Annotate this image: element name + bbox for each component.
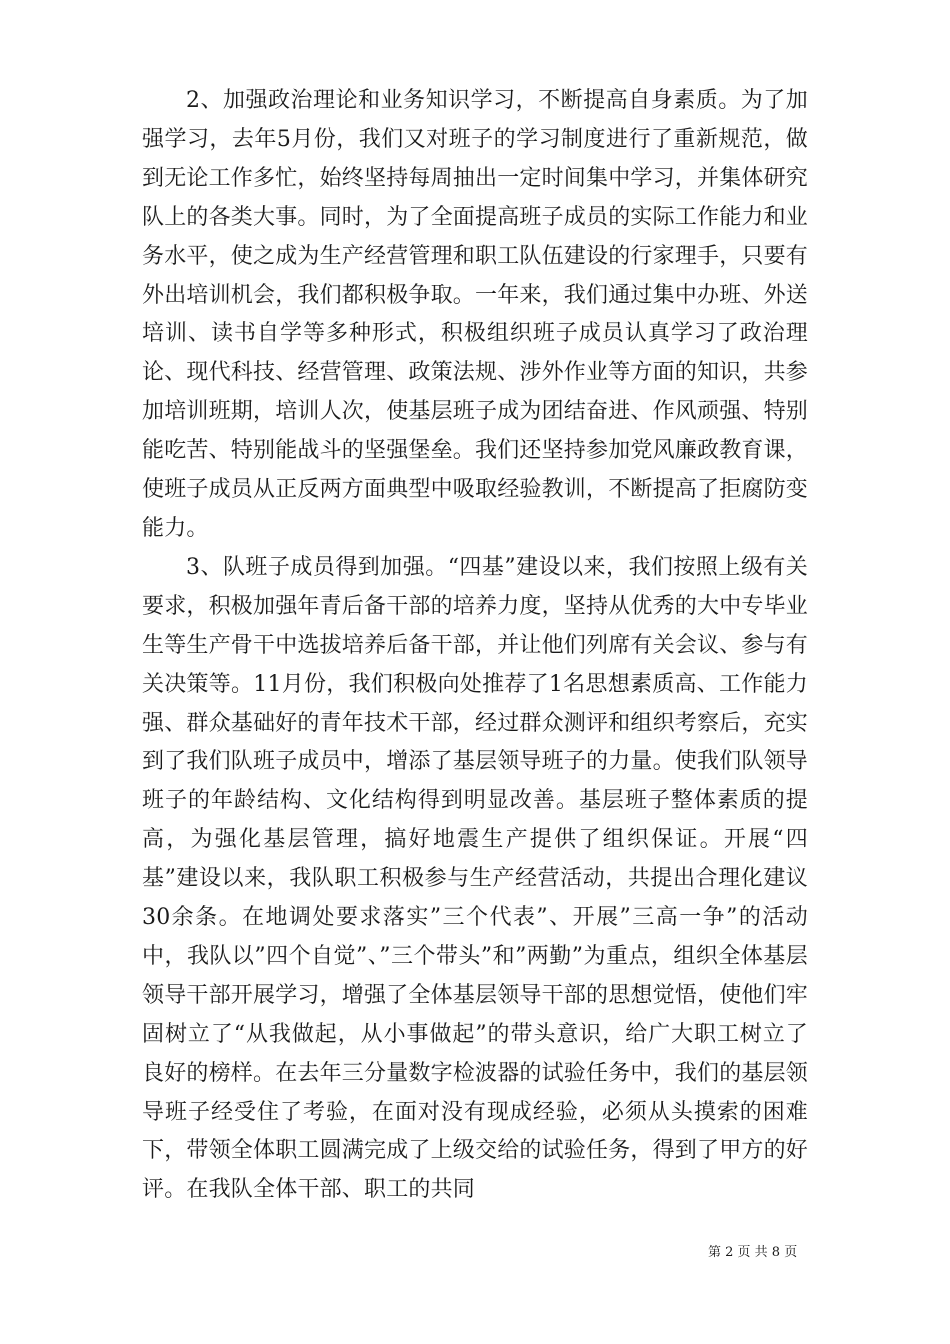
page-number-footer: 第 2 页 共 8 页 (708, 1245, 798, 1260)
document-body (142, 82, 808, 1210)
paragraph-study: 2、加强政治理论和业务知识学习，不断提高自身素质。为了加强学习，去年5月份，我们又对班子的学习制度进行了重新规范，做到无论工作多忙，始终坚持每周抽出一定时间集中学习，并集体研究队上的各类大事。同时，为了全面提高班子成员的实际工作能力和业务水平，使之成为生产经营管理和职工队伍建设的行家理手，只要有外出培训机会，我们都积极争取。一年来，我们通过集中办班、外送培训、读书自学等多种形式，积极组织班子成员认真学习了政治理论、现代科技、经营管理、政策法规、涉外作业等方面的知识，共参加培训班期，培训人次，使基层班子成为团结奋进、作风顽强、特别能吃苦、特别能战斗的坚强堡垒。我们还坚持参加党风廉政教育课，使班子成员从正反两方面典型中吸取经验教训，不断提高了拒腐防变能力。 (142, 88, 809, 541)
paragraph-team-strengthening: 3、队班子成员得到加强。“四基”建设以来，我们按照上级有关要求，积极加强年青后备干部的培养力度，坚持从优秀的大中专毕业生等生产骨干中选拔培养后备干部，并让他们列席有关会议、参与有关决策等。11月份，我们积极向处推荐了1名思想素质高、工作能力强、群众基础好的青年技术干部，经过群众测评和组织考察后，充实到了我们队班子成员中，增添了基层领导班子的力量。使我们队领导班子的年龄结构、文化结构得到明显改善。基层班子整体素质的提高，为强化基层管理，搞好地震生产提供了组织保证。开展“四基”建设以来，我队职工积极参与生产经营活动，共提出合理化建议30余条。在地调处要求落实”三个代表”、开展”三高一争”的活动中，我队以”四个自觉”、”三个带头”和”两勤”为重点，组织全体基层领导干部开展学习，增强了全体基层领导干部的思想觉悟，使他们牢固树立了“从我做起，从小事做起”的带头意识，给广大职工树立了良好的榜样。在去年三分量数字检波器的试验任务中，我们的基层领导班子经受住了考验，在面对没有现成经验，必须从头摸索的困难下，带领全体职工圆满完成了上级交给的试验任务，得到了甲方的好评。在我队全体干部、职工的共同 (142, 554, 809, 1203)
